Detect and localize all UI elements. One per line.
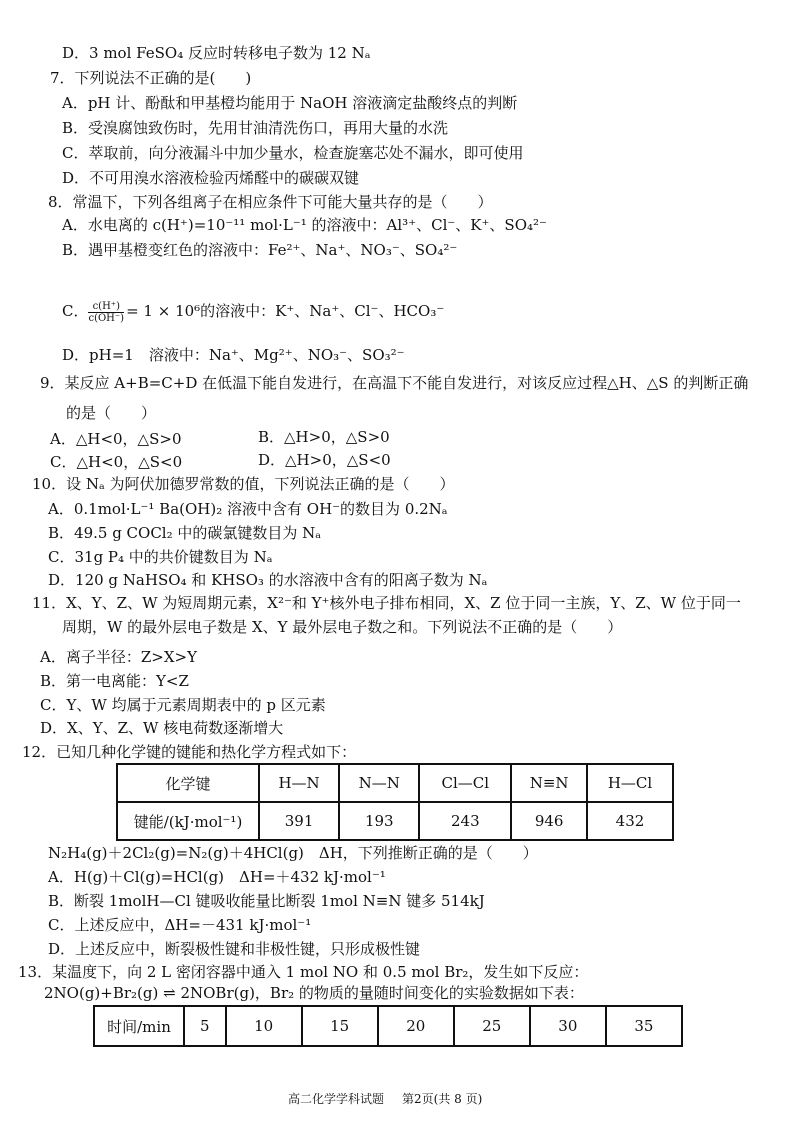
q11-option-a: A．离子半径：Z>X>Y — [40, 648, 197, 666]
q13-equation: 2NO(g)+Br₂(g) ⇌ 2NOBr(g)，Br₂ 的物质的量随时间变化的实验数据如下表： — [44, 984, 584, 1002]
q8-option-d: D．pH=1 溶液中：Na⁺、Mg²⁺、NO₃⁻、SO₃²⁻ — [62, 346, 405, 364]
bond-table-cell: H—Cl — [587, 764, 673, 802]
q12-option-a: A．H(g)＋Cl(g)=HCl(g) ΔH=＋432 kJ·mol⁻¹ — [48, 868, 386, 886]
q8c-denominator: c(OH⁻) — [88, 312, 125, 324]
time-table-row — [94, 1006, 682, 1046]
q10-option-a: A．0.1mol·L⁻¹ Ba(OH)₂ 溶液中含有 OH⁻的数目为 0.2Nₐ — [48, 500, 448, 518]
q9-option-b: B．△H>0，△S>0 — [258, 428, 390, 446]
q10-option-b: B．49.5 g COCl₂ 中的碳氯键数目为 Nₐ — [48, 524, 322, 542]
q8c-numerator: c(H⁺) — [88, 301, 124, 313]
q11-stem-cont: 周期，W 的最外层电子数是 X、Y 最外层电子数之和。下列说法不正确的是（ ） — [62, 618, 623, 636]
q10-option-d: D．120 g NaHSO₄ 和 KHSO₃ 的水溶液中含有的阳离子数为 Nₐ — [48, 571, 488, 589]
q9-stem: 9．某反应 A+B=C+D 在低温下能自发进行，在高温下不能自发进行，对该反应过程△H、△S 的判断正确 — [40, 374, 749, 392]
q8c-fraction — [88, 301, 124, 324]
q7-option-c: C．萃取前，向分液漏斗中加少量水，检查旋塞芯处不漏水，即可使用 — [62, 144, 524, 162]
bond-table-cell: 432 — [587, 802, 673, 840]
footer-page-number: 第2页(共 8 页) — [402, 1092, 483, 1106]
q12-equation: N₂H₄(g)＋2Cl₂(g)=N₂(g)＋4HCl(g) ΔH，下列推断正确的是（ ） — [48, 844, 538, 862]
q9-option-c: C．△H<0，△S<0 — [50, 453, 183, 471]
q8c-label: C． — [62, 302, 89, 320]
q8c-rest: = 1 × 10⁶的溶液中：K⁺、Na⁺、Cl⁻、HCO₃⁻ — [126, 302, 445, 320]
bond-table-cell: 391 — [259, 802, 339, 840]
time-table — [93, 1005, 683, 1047]
q12-stem: 12．已知几种化学键的键能和热化学方程式如下： — [22, 743, 357, 761]
bond-table-cell: 243 — [419, 802, 511, 840]
q12-option-d: D．上述反应中，断裂极性键和非极性键，只形成极性键 — [48, 940, 421, 958]
q9-option-d: D．△H>0，△S<0 — [258, 451, 391, 469]
q9-stem-cont: 的是（ ） — [66, 404, 157, 422]
time-table-cell: 25 — [454, 1006, 530, 1046]
q11-option-c: C．Y、W 均属于元素周期表中的 p 区元素 — [40, 696, 326, 714]
q6-option-d: D．3 mol FeSO₄ 反应时转移电子数为 12 Nₐ — [62, 44, 371, 62]
q7-option-b: B．受溴腐蚀致伤时，先用甘油清洗伤口，再用大量的水洗 — [62, 119, 449, 137]
time-table-cell: 时间/min — [94, 1006, 184, 1046]
time-table-cell: 10 — [226, 1006, 302, 1046]
q7-option-d: D．不可用溴水溶液检验丙烯醛中的碳碳双键 — [62, 169, 360, 187]
bond-table-cell: N≡N — [511, 764, 587, 802]
q8-option-b: B．遇甲基橙变红色的溶液中：Fe²⁺、Na⁺、NO₃⁻、SO₄²⁻ — [62, 241, 458, 259]
q8-option-c — [62, 293, 444, 329]
time-table-cell: 20 — [378, 1006, 454, 1046]
footer-subject: 高二化学学科试题 — [288, 1092, 385, 1106]
q11-stem: 11．X、Y、Z、W 为短周期元素，X²⁻和 Y⁺核外电子排布相同，X、Z 位于同一主族，Y、Z、W 位于同一 — [32, 594, 741, 612]
q9-option-a: A．△H<0，△S>0 — [50, 430, 182, 448]
bond-table-cell: 946 — [511, 802, 587, 840]
bond-table-cell: N—N — [339, 764, 419, 802]
q7-option-a: A．pH 计、酚酞和甲基橙均能用于 NaOH 溶液滴定盐酸终点的判断 — [62, 94, 518, 112]
bond-table-cell: H—N — [259, 764, 339, 802]
q11-option-b: B．第一电离能：Y<Z — [40, 672, 189, 690]
q13-stem: 13．某温度下，向 2 L 密闭容器中通入 1 mol NO 和 0.5 mol Br₂，发生如下反应： — [18, 963, 589, 981]
q10-option-c: C．31g P₄ 中的共价键数目为 Nₐ — [48, 548, 273, 566]
bond-table-header-row — [117, 764, 673, 802]
time-table-cell: 15 — [302, 1006, 378, 1046]
time-table-cell: 5 — [184, 1006, 226, 1046]
time-table-cell: 35 — [606, 1006, 682, 1046]
q8-option-a: A．水电离的 c(H⁺)=10⁻¹¹ mol·L⁻¹ 的溶液中：Al³⁺、Cl⁻、K⁺、SO₄²⁻ — [62, 216, 547, 234]
bond-table-value-row — [117, 802, 673, 840]
time-table-cell: 30 — [530, 1006, 606, 1046]
q7-stem: 7．下列说法不正确的是( ) — [50, 69, 252, 87]
q10-stem: 10．设 Nₐ 为阿伏加德罗常数的值，下列说法正确的是（ ） — [32, 475, 455, 493]
q11-option-d: D．X、Y、Z、W 核电荷数逐渐增大 — [40, 719, 284, 737]
bond-table-cell: 化学键 — [117, 764, 259, 802]
bond-table-cell: 键能/(kJ·mol⁻¹) — [117, 802, 259, 840]
q12-option-c: C．上述反应中，ΔH=－431 kJ·mol⁻¹ — [48, 916, 312, 934]
bond-table-cell: 193 — [339, 802, 419, 840]
q8-stem: 8．常温下，下列各组离子在相应条件下可能大量共存的是（ ） — [48, 193, 493, 211]
bond-table-cell: Cl—Cl — [419, 764, 511, 802]
q12-option-b: B．断裂 1molH—Cl 键吸收能量比断裂 1mol N≡N 键多 514kJ — [48, 892, 485, 910]
bond-energy-table — [116, 763, 674, 841]
